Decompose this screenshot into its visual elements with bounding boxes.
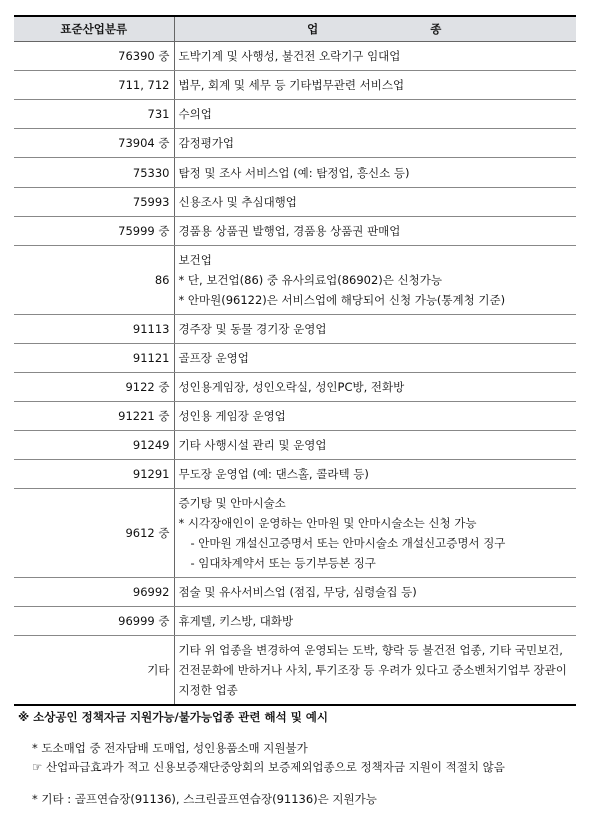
industry-description <box>174 315 576 344</box>
table-row <box>14 607 576 636</box>
industry-description <box>174 129 576 158</box>
industry-description <box>174 460 576 489</box>
description-line: * 시각장애인이 운영하는 안마원 및 안마시술소는 신청 가능 <box>178 516 477 530</box>
industry-code: 96999 중 <box>14 607 174 636</box>
description-line: - 안마원 개설신고증명서 또는 안마시술소 개설신고증명서 징구 <box>190 536 506 550</box>
industry-code: 96992 <box>14 578 174 607</box>
industry-code: 기타 <box>14 636 174 706</box>
industry-code: 75999 중 <box>14 217 174 246</box>
description-line: - 임대차계약서 또는 등기부등본 징구 <box>190 556 376 570</box>
table-row <box>14 489 576 578</box>
table-row <box>14 217 576 246</box>
description-line: * 단, 보건업(86) 중 유사의료업(86902)은 신청가능 <box>178 273 442 287</box>
description-line: 수의업 <box>178 107 212 121</box>
description-line: 골프장 운영업 <box>178 351 249 365</box>
description-line: 점술 및 유사서비스업 (점집, 무당, 심령술집 등) <box>178 585 417 599</box>
industry-code: 91221 중 <box>14 402 174 431</box>
header-code: 표준산업분류 <box>14 16 174 42</box>
description-line: 신용조사 및 추심대행업 <box>178 195 297 209</box>
table-row <box>14 129 576 158</box>
table-row <box>14 344 576 373</box>
table-row <box>14 100 576 129</box>
table-body <box>14 42 576 706</box>
table-row <box>14 188 576 217</box>
industry-description <box>174 402 576 431</box>
industry-code: 75993 <box>14 188 174 217</box>
table-row <box>14 42 576 71</box>
description-line: 성인용 게임장 운영업 <box>178 409 286 423</box>
table-row <box>14 373 576 402</box>
industry-code: 731 <box>14 100 174 129</box>
description-line: 기타 사행시설 관리 및 운영업 <box>178 438 327 452</box>
industry-code: 73904 중 <box>14 129 174 158</box>
table-row <box>14 158 576 188</box>
industry-code: 91113 <box>14 315 174 344</box>
table-row <box>14 460 576 489</box>
table-row <box>14 315 576 344</box>
industry-table <box>14 15 576 706</box>
note-item: ☞ 산업파급효과가 적고 신용보증재단중앙회의 보증제외업종으로 정책자금 지원이 적절치 않음 <box>32 760 505 774</box>
description-line: 감정평가업 <box>178 136 235 150</box>
table-row <box>14 578 576 607</box>
industry-description <box>174 344 576 373</box>
table-header-row <box>14 16 576 42</box>
industry-description <box>174 373 576 402</box>
description-line: * 안마원(96122)은 서비스업에 해당되어 신청 가능(통계청 기준) <box>178 293 506 307</box>
description-line: 법무, 회계 및 세무 등 기타법무관련 서비스업 <box>178 78 405 92</box>
description-line: 무도장 운영업 (예: 댄스홀, 콜라텍 등) <box>178 467 369 481</box>
industry-code: 76390 중 <box>14 42 174 71</box>
table-row <box>14 431 576 460</box>
industry-code: 9612 중 <box>14 489 174 578</box>
industry-description <box>174 489 576 578</box>
industry-description <box>174 158 576 188</box>
description-line: 보건업 <box>178 253 212 267</box>
industry-code: 711, 712 <box>14 71 174 100</box>
industry-description <box>174 431 576 460</box>
description-line: 성인용게임장, 성인오락실, 성인PC방, 전화방 <box>178 380 405 394</box>
industry-code: 91121 <box>14 344 174 373</box>
description-line: 경주장 및 동물 경기장 운영업 <box>178 322 327 336</box>
description-line: 탐정 및 조사 서비스업 (예: 탐정업, 흥신소 등) <box>178 165 410 180</box>
table-row <box>14 402 576 431</box>
header-industry-b: 종 <box>430 22 444 36</box>
industry-code: 86 <box>14 246 174 315</box>
description-line: 증기탕 및 안마시술소 <box>178 496 286 510</box>
industry-description <box>174 607 576 636</box>
table-row <box>14 636 576 706</box>
industry-description <box>174 246 576 315</box>
table-row <box>14 246 576 315</box>
table-row <box>14 71 576 100</box>
industry-description <box>174 100 576 129</box>
description-line: 휴게텔, 키스방, 대화방 <box>178 614 294 628</box>
industry-description <box>174 71 576 100</box>
description-line: 도박기계 및 사행성, 불건전 오락기구 임대업 <box>178 49 401 63</box>
industry-description <box>174 636 576 706</box>
industry-description <box>174 188 576 217</box>
industry-code: 75330 <box>14 158 174 188</box>
notes-title: ※ 소상공인 정책자금 지원가능/불가능업종 관련 해석 및 예시 <box>18 710 329 724</box>
industry-description <box>174 578 576 607</box>
description-line: 기타 위 업종을 변경하여 운영되는 도박, 향락 등 불건전 업종, 기타 국민보건, 건전문화에 반하거나 사치, 투기조장 등 우려가 있다고 중소벤처기업부 장관이 지정한 업종 <box>178 643 567 697</box>
description-line: 경품용 상품권 발행업, 경품용 상품권 판매업 <box>178 224 401 238</box>
note-item: * 기타 : 골프연습장(91136), 스크린골프연습장(91136)은 지원가능 <box>32 792 377 806</box>
industry-code: 91291 <box>14 460 174 489</box>
header-industry-a: 업 <box>307 22 321 36</box>
notes-section <box>18 709 598 807</box>
industry-code: 9122 중 <box>14 373 174 402</box>
note-item: * 도소매업 중 전자담배 도매업, 성인용품소매 지원불가 <box>32 741 308 755</box>
industry-description <box>174 217 576 246</box>
industry-code: 91249 <box>14 431 174 460</box>
header-industry <box>174 16 576 42</box>
industry-description <box>174 42 576 71</box>
